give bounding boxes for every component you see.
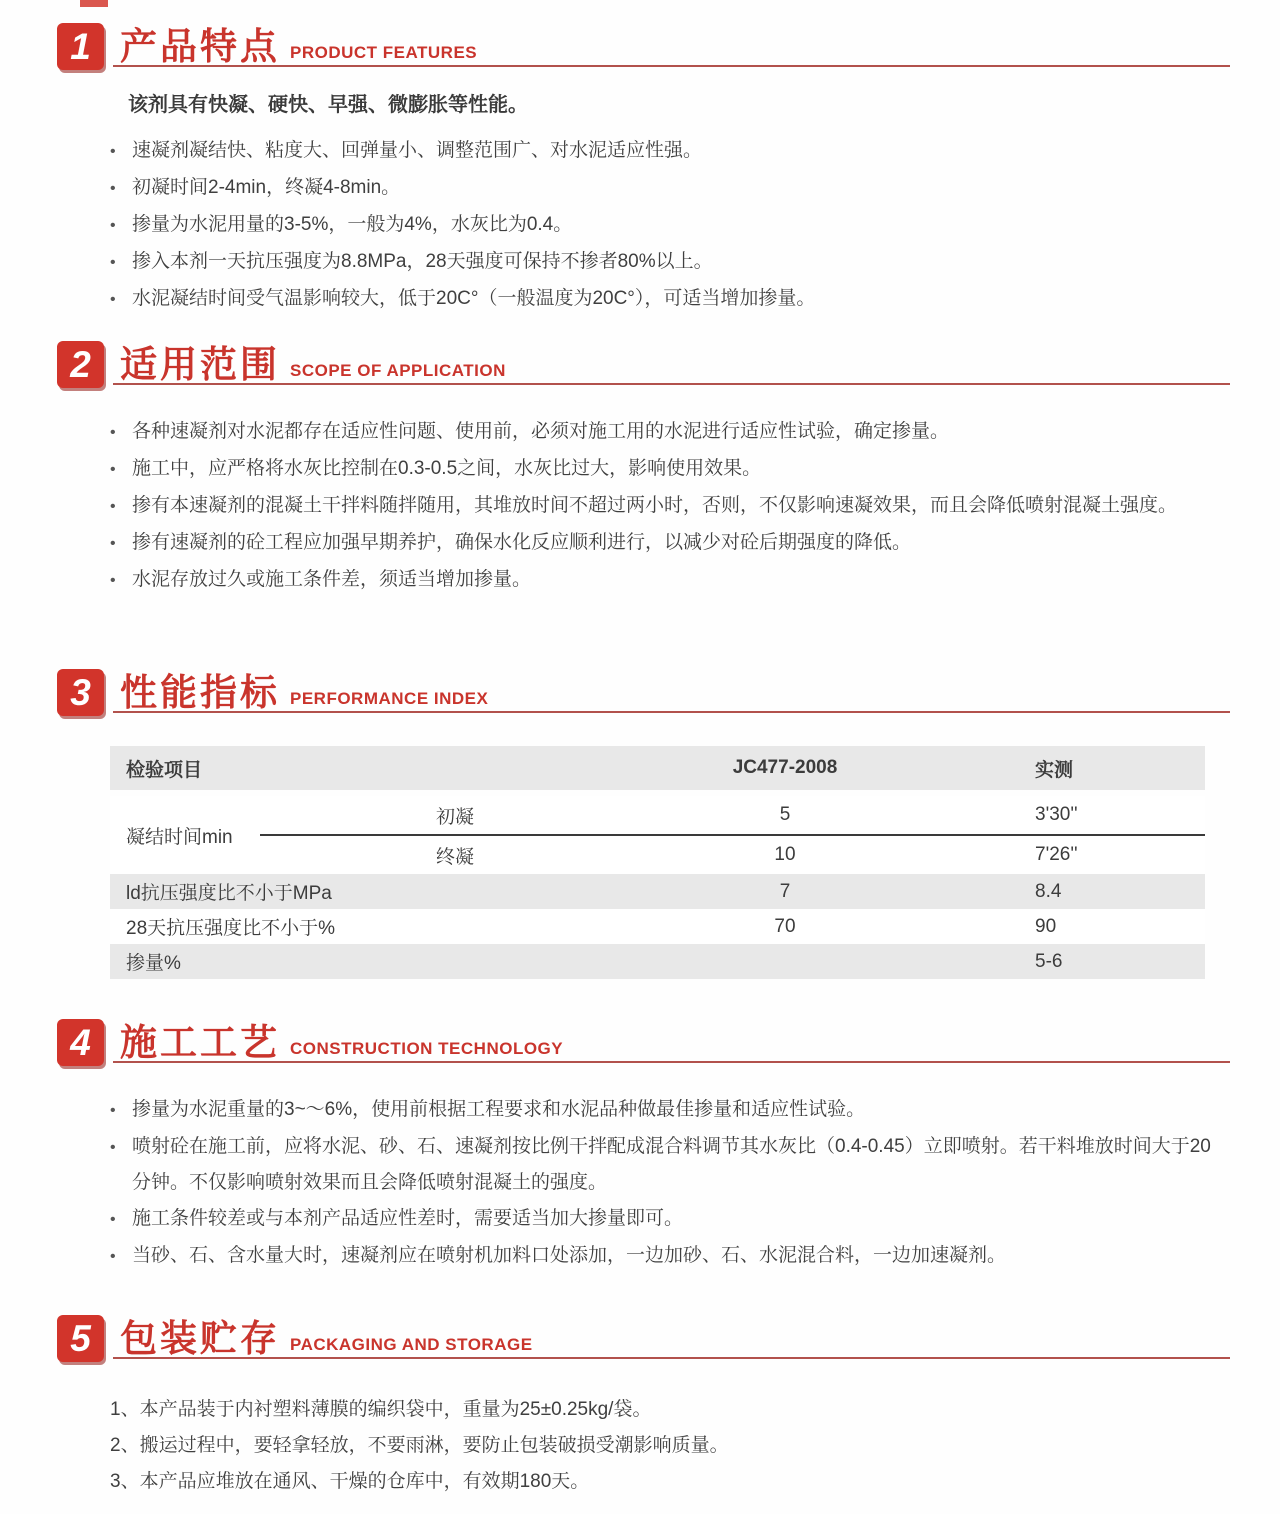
section-title: 产品特点 bbox=[120, 26, 280, 67]
list-item-text: 掺有速凝剂的砼工程应加强早期养护，确保水化反应顺利进行，以减少对砼后期强度的降低。 bbox=[132, 532, 912, 553]
list-item-text: 各种速凝剂对水泥都存在适应性问题、使用前，必须对施工用的水泥进行适应性试验，确定掺量。 bbox=[132, 421, 950, 442]
section-subtitle: PRODUCT FEATURES bbox=[290, 43, 478, 62]
subrow-measured: 3'30'' bbox=[1035, 804, 1078, 825]
table-header-measured: 实测 bbox=[1035, 759, 1074, 781]
row-label: 凝结时间min bbox=[126, 826, 233, 848]
list-item-text: 掺量为水泥重量的3~～6%，使用前根据工程要求和水泥品种做最佳掺量和适应性试验。 bbox=[132, 1099, 866, 1120]
section-scope-of-application bbox=[0, 338, 1280, 599]
list-item: 1、本产品装于内衬塑料薄膜的编织袋中，重量为25±0.25kg/袋。 bbox=[110, 1399, 652, 1420]
section-header bbox=[57, 20, 1230, 70]
list-item bbox=[110, 1201, 1220, 1238]
list-item bbox=[110, 488, 1220, 525]
bullet-dot-icon bbox=[110, 244, 132, 281]
list-item-text: 初凝时间2-4min，终凝4-8min。 bbox=[132, 177, 401, 198]
list-item bbox=[110, 562, 1220, 599]
table-header-standard: JC477-2008 bbox=[732, 757, 838, 778]
section-number-badge: 3 bbox=[57, 669, 104, 716]
section-subtitle: SCOPE OF APPLICATION bbox=[290, 361, 506, 380]
table-row bbox=[110, 874, 1205, 909]
table-subrow-final-set bbox=[260, 836, 1205, 874]
list-item bbox=[110, 207, 1220, 244]
list-item bbox=[110, 414, 1220, 451]
section-header bbox=[57, 666, 1230, 716]
section-header bbox=[57, 338, 1230, 388]
list-item-text: 当砂、石、含水量大时，速凝剂应在喷射机加料口处添加，一边加砂、石、水泥混合料，一边加速凝剂。 bbox=[132, 1245, 1007, 1266]
row-label: 28天抗压强度比不小于% bbox=[126, 918, 336, 939]
list-item: 3、本产品应堆放在通风、干燥的仓库中，有效期180天。 bbox=[110, 1471, 590, 1492]
list-item-text: 水泥凝结时间受气温影响较大，低于20C°（一般温度为20C°），可适当增加掺量。 bbox=[132, 288, 816, 309]
bullet-dot-icon bbox=[110, 1201, 132, 1238]
list-item bbox=[110, 170, 1220, 207]
list-item bbox=[110, 244, 1220, 281]
table-row-setting-time bbox=[110, 796, 1205, 874]
section-subtitle: PERFORMANCE INDEX bbox=[290, 689, 489, 708]
table-header-item: 检验项目 bbox=[126, 759, 203, 781]
row-standard: 70 bbox=[774, 915, 796, 937]
list-item-text: 施工中，应严格将水灰比控制在0.3-0.5之间，水灰比过大，影响使用效果。 bbox=[132, 458, 762, 479]
table-row bbox=[110, 944, 1205, 979]
section-performance-index bbox=[0, 666, 1280, 979]
list-item bbox=[110, 451, 1220, 488]
bullet-dot-icon bbox=[110, 525, 132, 562]
section-title: 适用范围 bbox=[120, 344, 280, 385]
bullet-dot-icon bbox=[110, 1129, 132, 1201]
list-item-text: 掺入本剂一天抗压强度为8.8MPa，28天强度可保持不掺者80%以上。 bbox=[132, 251, 713, 272]
section-header bbox=[57, 1312, 1230, 1362]
performance-table bbox=[110, 746, 1205, 979]
section-title: 性能指标 bbox=[120, 672, 280, 713]
row-measured: 90 bbox=[1035, 915, 1057, 937]
section-construction-technology bbox=[0, 1016, 1280, 1275]
bullet-dot-icon bbox=[110, 414, 132, 451]
list-item-text: 掺量为水泥用量的3-5%，一般为4%，水灰比为0.4。 bbox=[132, 214, 573, 235]
subrow-standard: 5 bbox=[779, 804, 791, 825]
bullet-dot-icon bbox=[110, 488, 132, 525]
section-packaging-and-storage bbox=[0, 1312, 1280, 1500]
list-item bbox=[110, 1238, 1220, 1275]
bullet-list bbox=[110, 133, 1220, 318]
row-label: ld抗压强度比不小于MPa bbox=[126, 883, 332, 904]
top-red-fragment bbox=[80, 0, 108, 7]
subrow-name: 初凝 bbox=[435, 806, 474, 828]
section-number-badge: 2 bbox=[57, 341, 104, 388]
list-item-text: 速凝剂凝结快、粘度大、回弹量小、调整范围广、对水泥适应性强。 bbox=[132, 140, 703, 161]
section-product-features bbox=[0, 20, 1280, 318]
list-item-text: 水泥存放过久或施工条件差，须适当增加掺量。 bbox=[132, 569, 532, 590]
section-title: 包装贮存 bbox=[120, 1318, 280, 1359]
intro-line: 该剂具有快凝、硬快、早强、微膨胀等性能。 bbox=[128, 94, 528, 116]
list-item bbox=[110, 281, 1220, 318]
list-item: 2、搬运过程中，要轻拿轻放，不要雨淋，要防止包装破损受潮影响质量。 bbox=[110, 1435, 729, 1456]
section-number-badge: 5 bbox=[57, 1315, 104, 1362]
bullet-dot-icon bbox=[110, 1092, 132, 1129]
bullet-dot-icon bbox=[110, 133, 132, 170]
subrow-measured: 7'26'' bbox=[1035, 844, 1078, 865]
section-subtitle: CONSTRUCTION TECHNOLOGY bbox=[290, 1039, 564, 1058]
row-standard: 7 bbox=[779, 880, 791, 902]
list-item bbox=[110, 1092, 1220, 1129]
list-item bbox=[110, 525, 1220, 562]
subrow-name: 终凝 bbox=[435, 846, 474, 868]
bullet-dot-icon bbox=[110, 281, 132, 318]
list-item bbox=[110, 133, 1220, 170]
list-item-text: 掺有本速凝剂的混凝土干拌料随拌随用，其堆放时间不超过两小时，否则，不仅影响速凝效果，而且会降低喷射混凝土强度。 bbox=[132, 495, 1178, 516]
bullet-list bbox=[110, 1092, 1220, 1275]
bullet-dot-icon bbox=[110, 451, 132, 488]
row-measured: 5-6 bbox=[1035, 950, 1063, 972]
row-label: 掺量% bbox=[126, 953, 181, 974]
row-measured: 8.4 bbox=[1035, 880, 1062, 902]
bullet-dot-icon bbox=[110, 170, 132, 207]
section-header bbox=[57, 1016, 1230, 1066]
section-number-badge: 4 bbox=[57, 1019, 104, 1066]
section-number-badge: 1 bbox=[57, 23, 104, 70]
list-item bbox=[110, 1129, 1220, 1201]
numbered-list bbox=[110, 1392, 1220, 1500]
table-subrow-initial-set bbox=[260, 796, 1205, 836]
bullet-list bbox=[110, 414, 1220, 599]
bullet-dot-icon bbox=[110, 207, 132, 244]
table-row bbox=[110, 909, 1205, 944]
section-subtitle: PACKAGING AND STORAGE bbox=[290, 1335, 533, 1354]
subrow-standard: 10 bbox=[774, 844, 796, 865]
list-item-text: 喷射砼在施工前，应将水泥、砂、石、速凝剂按比例干拌配成混合料调节其水灰比（0.4-0.45）立即喷射。若干料堆放时间大于20分钟。不仅影响喷射效果而且会降低喷射混凝土的强度。 bbox=[132, 1136, 1211, 1193]
list-item-text: 施工条件较差或与本剂产品适应性差时，需要适当加大掺量即可。 bbox=[132, 1208, 684, 1229]
table-header-row bbox=[110, 746, 1205, 790]
bullet-dot-icon bbox=[110, 1238, 132, 1275]
section-title: 施工工艺 bbox=[120, 1022, 280, 1063]
bullet-dot-icon bbox=[110, 562, 132, 599]
